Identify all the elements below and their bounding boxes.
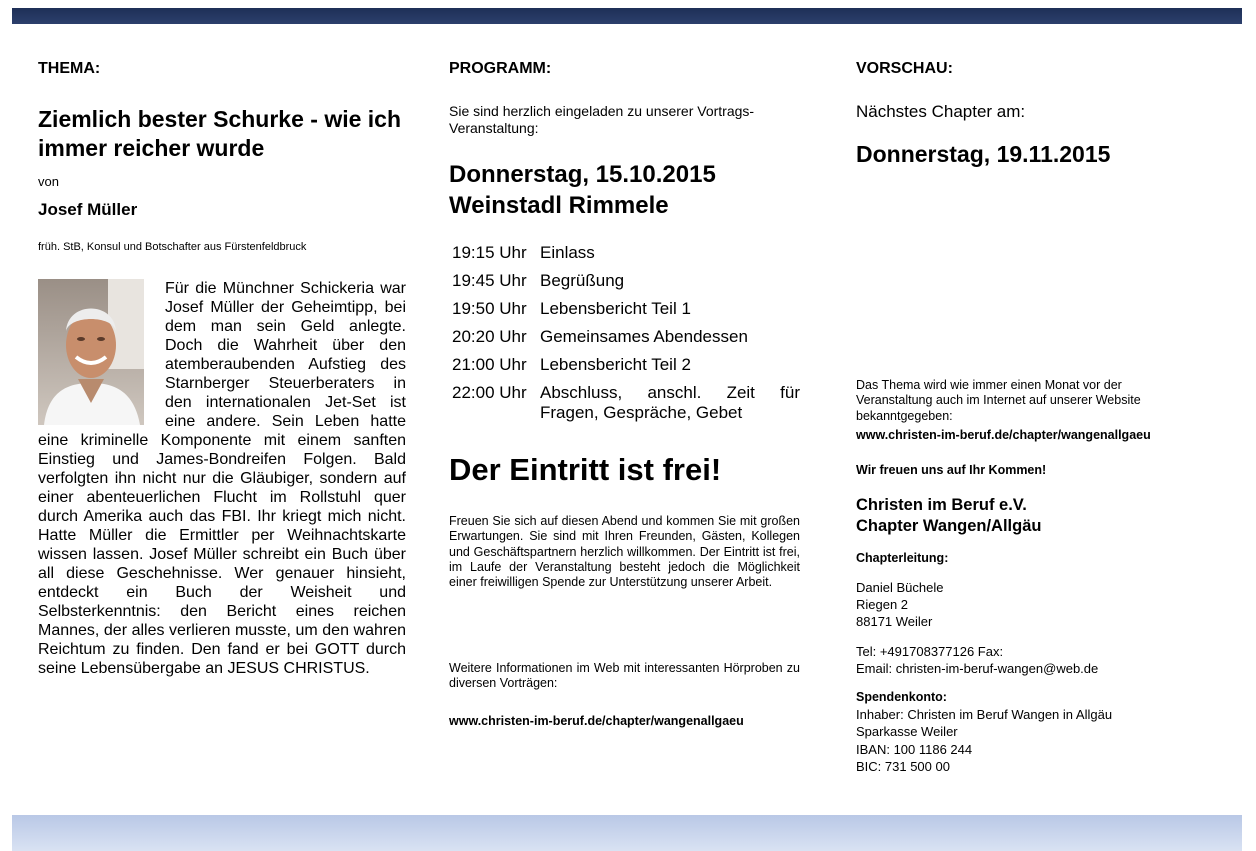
schedule-item: Begrüßung — [540, 271, 625, 290]
schedule-row — [452, 355, 800, 383]
lead-street: Riegen 2 — [856, 597, 909, 612]
donation-bic: BIC: 731 500 00 — [856, 759, 950, 774]
preview-heading: VORSCHAU: — [856, 60, 953, 77]
schedule-row — [452, 299, 800, 327]
free-entry-heading: Der Eintritt ist frei! — [449, 452, 722, 487]
author-note: früh. StB, Konsul und Botschafter aus Fürstenfeldbruck — [38, 241, 307, 253]
top-decorative-bar — [12, 8, 1242, 24]
schedule-row — [452, 383, 800, 431]
schedule-table — [452, 243, 800, 431]
donation-holder: Inhaber: Christen im Beruf Wangen in Allgäu — [856, 707, 1113, 722]
schedule-row — [452, 327, 800, 355]
lead-name: Daniel Büchele — [856, 580, 944, 595]
schedule-item: Abschluss, anschl. Zeit für Fragen, Gespräche, Gebet — [540, 383, 800, 422]
preview-website-link[interactable]: www.christen-im-beruf.de/chapter/wangenallgaeu — [856, 428, 1151, 442]
topic-announcement-note: Das Thema wird wie immer einen Monat vor der Veranstaltung auch im Internet auf unserer Website bekanntgegeben: — [856, 378, 1141, 423]
lead-city: 88171 Weiler — [856, 614, 933, 629]
schedule-row — [452, 243, 800, 271]
schedule-item: Lebensbericht Teil 2 — [540, 355, 691, 374]
donation-iban: IBAN: 100 1186 244 — [856, 742, 973, 757]
event-date: Donnerstag, 15.10.2015 — [449, 161, 716, 188]
schedule-item: Lebensbericht Teil 1 — [540, 299, 691, 318]
program-website-link[interactable]: www.christen-im-beruf.de/chapter/wangenallgaeu — [449, 714, 744, 728]
schedule-time: 19:45 Uhr — [452, 271, 527, 290]
donation-bank: Sparkasse Weiler — [856, 724, 958, 739]
next-chapter-label: Nächstes Chapter am: — [856, 102, 1026, 121]
next-chapter-date: Donnerstag, 19.11.2015 — [856, 141, 1111, 167]
schedule-time: 19:50 Uhr — [452, 299, 527, 318]
schedule-row — [452, 271, 800, 299]
bottom-decorative-bar — [12, 815, 1242, 851]
by-label: von — [38, 174, 59, 189]
invitation-text: Sie sind herzlich eingeladen zu unserer Vortrags-Veranstaltung: — [449, 103, 755, 136]
schedule-time: 19:15 Uhr — [452, 243, 527, 262]
welcome-text: Freuen Sie sich auf diesen Abend und kommen Sie mit großen Erwartungen. Sie sind mit Ihren Freunden, Gästen, Kollegen und Geschäftspartnern herzlich willkommen. Der Eintritt ist frei, im Laufe der Veranstaltung besteht jedoch die Möglichkeit einer freiwilligen Spende zur Unterstützung unserer Arbeit. — [449, 514, 800, 590]
schedule-item: Gemeinsames Abendessen — [540, 327, 748, 346]
schedule-time: 21:00 Uhr — [452, 355, 527, 374]
topic-heading: THEMA: — [38, 60, 101, 77]
schedule-time: 22:00 Uhr — [452, 383, 527, 402]
contact-email[interactable]: Email: christen-im-beruf-wangen@web.de — [856, 661, 1099, 676]
contact-phone: Tel: +491708377126 Fax: — [856, 644, 1004, 659]
schedule-item: Einlass — [540, 243, 595, 262]
more-info-text: Weitere Informationen im Web mit interessanten Hörproben zu diversen Vorträgen: — [449, 661, 800, 691]
donation-label: Spendenkonto: — [856, 690, 947, 704]
organization-chapter: Chapter Wangen/Allgäu — [856, 517, 1042, 535]
event-venue: Weinstadl Rimmele — [449, 192, 669, 219]
chapter-lead-label: Chapterleitung: — [856, 551, 949, 565]
welcome-line: Wir freuen uns auf Ihr Kommen! — [856, 463, 1047, 477]
author-name: Josef Müller — [38, 200, 138, 219]
program-heading: PROGRAMM: — [449, 60, 552, 77]
schedule-time: 20:20 Uhr — [452, 327, 527, 346]
topic-title: Ziemlich bester Schurke - wie ich immer reicher wurde — [38, 106, 402, 161]
organization-name: Christen im Beruf e.V. — [856, 496, 1027, 514]
author-bio: Für die Münchner Schickeria war Josef Müller der Geheimtipp, bei dem man sein Geld anlegte. Doch die Wahrheit über den atemberaubenden Aufstieg des Starnberger Steuerberaters in den internationalen Jet-Set ist eine andere. Sein Leben hatte eine kriminelle Komponente mit einem sanften Einstieg und James-Bondreifen Folgen. Bald verfolgten ihn nicht nur die Gläubiger, sondern auf einer abenteuerlichen Flucht im Rollstuhl quer durch Amerika auch das FBI. Ihr kriegt mich nicht. Hatte Müller die Ermittler per Weihnachtskarte wissen lassen. Josef Müller schreibt ein Buch über all diese Geschehnisse. Wer genauer hinsieht, entdeckt ein Buch der Weisheit und Selbsterkenntnis: den Bericht eines reichen Mannes, der alles verlieren musste, um den wahren Reichtum zu finden. Den fand er bei GOTT durch seine Lebensübergabe an JESUS CHRISTUS. — [38, 280, 406, 677]
